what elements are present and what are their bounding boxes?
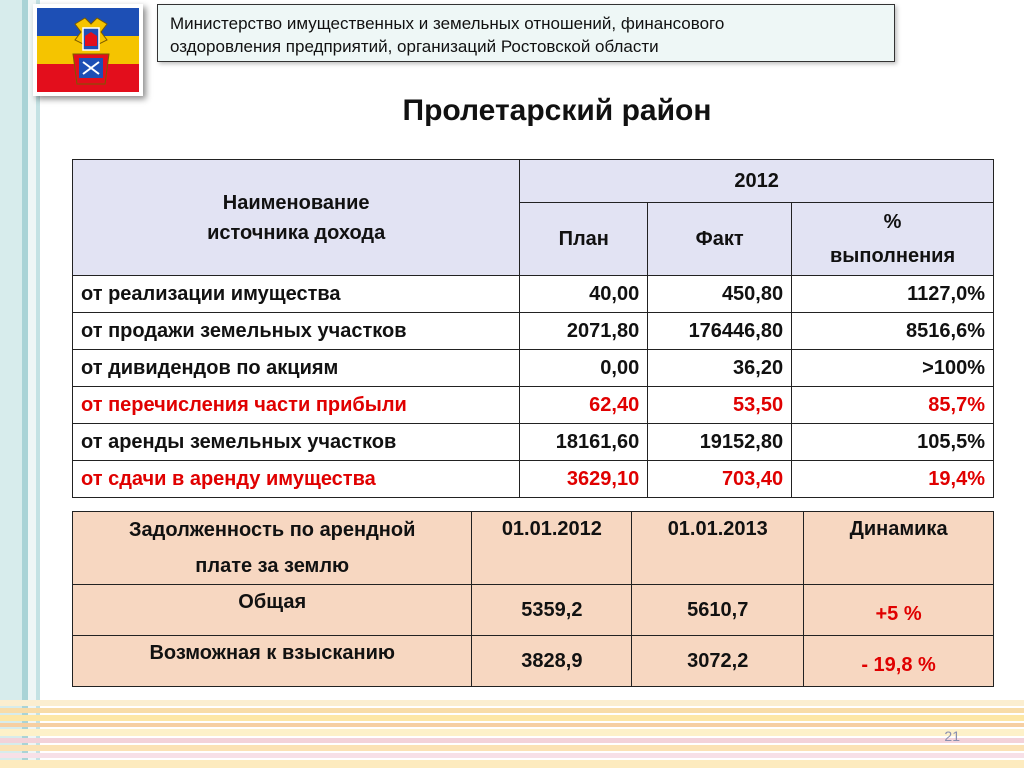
ministry-name-line1: Министерство имущественных и земельных отношений, финансового <box>170 14 725 33</box>
pct-value: 85,7% <box>792 387 994 424</box>
debt-type: Общая <box>73 585 472 636</box>
pct-value: 1127,0% <box>792 276 994 313</box>
fact-value: 19152,80 <box>648 424 792 461</box>
pct-header-line1: % <box>883 211 902 233</box>
source-name: от аренды земельных участков <box>73 424 520 461</box>
table-row-highlighted <box>73 461 994 498</box>
table-row <box>73 424 994 461</box>
table-row <box>73 636 994 687</box>
source-name-header-line2: источника дохода <box>207 221 386 244</box>
debt-dynamics: - 19,8 % <box>804 636 994 687</box>
plan-value: 0,00 <box>520 350 648 387</box>
pct-value: 19,4% <box>792 461 994 498</box>
source-name: от сдачи в аренду имущества <box>73 461 520 498</box>
debt-value-2013: 5610,7 <box>632 585 804 636</box>
page-title: Пролетарский район <box>402 94 712 127</box>
source-name-header <box>73 160 520 276</box>
fact-header: Факт <box>648 203 792 276</box>
debt-dynamics: +5 % <box>804 585 994 636</box>
table-row <box>73 276 994 313</box>
slide-number: 21 <box>944 728 960 744</box>
debt-title-line1: Задолженность по арендной <box>129 519 416 541</box>
plan-header: План <box>520 203 648 276</box>
debt-title <box>73 512 472 585</box>
debt-value-2013: 3072,2 <box>632 636 804 687</box>
pct-header <box>792 203 994 276</box>
table-row <box>73 313 994 350</box>
plan-value: 40,00 <box>520 276 648 313</box>
ministry-name-line2: оздоровления предприятий, организаций Ростовской области <box>170 37 659 56</box>
dynamics-header: Динамика <box>804 512 994 585</box>
plan-value: 62,40 <box>520 387 648 424</box>
date-2012-header: 01.01.2012 <box>472 512 632 585</box>
debt-type: Возможная к взысканию <box>73 636 472 687</box>
rostov-flag-logo <box>37 8 139 92</box>
source-name: от продажи земельных участков <box>73 313 520 350</box>
source-name-header-line1: Наименование <box>222 191 370 214</box>
fact-value: 36,20 <box>648 350 792 387</box>
year-header: 2012 <box>520 160 994 203</box>
income-table <box>72 159 994 498</box>
pct-header-line2: выполнения <box>829 245 956 267</box>
fact-value: 450,80 <box>648 276 792 313</box>
table-row <box>73 350 994 387</box>
source-name: от дивидендов по акциям <box>73 350 520 387</box>
pct-value: 8516,6% <box>792 313 994 350</box>
pct-value: 105,5% <box>792 424 994 461</box>
source-name: от реализации имущества <box>73 276 520 313</box>
table-row <box>73 585 994 636</box>
date-2013-header: 01.01.2013 <box>632 512 804 585</box>
income-header-row-1 <box>73 160 994 203</box>
debt-value-2012: 3828,9 <box>472 636 632 687</box>
debt-title-line2: плате за землю <box>195 555 350 577</box>
fact-value: 703,40 <box>648 461 792 498</box>
fact-value: 176446,80 <box>648 313 792 350</box>
table-row-highlighted <box>73 387 994 424</box>
logo-box <box>33 4 143 96</box>
source-name: от перечисления части прибыли <box>73 387 520 424</box>
debt-header-row <box>73 512 994 585</box>
ministry-header <box>157 4 895 62</box>
plan-value: 2071,80 <box>520 313 648 350</box>
plan-value: 18161,60 <box>520 424 648 461</box>
debt-value-2012: 5359,2 <box>472 585 632 636</box>
debt-table <box>72 511 994 687</box>
plan-value: 3629,10 <box>520 461 648 498</box>
fact-value: 53,50 <box>648 387 792 424</box>
pct-value: >100% <box>792 350 994 387</box>
bottom-decoration <box>0 700 1024 768</box>
